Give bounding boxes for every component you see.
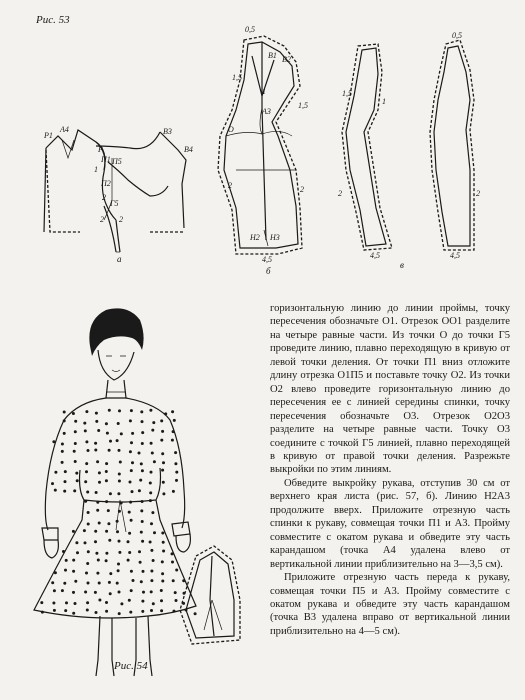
dress-dot [97,559,100,562]
dress-dot [194,612,197,615]
dress-dot [76,551,79,554]
dress-dot [84,500,87,503]
dress-dot [173,419,176,422]
dress-dot [51,581,54,584]
figure-53-caption: Рис. 53 [36,14,70,26]
dress-dot [117,569,120,572]
dress-dot [41,611,44,614]
dress-dot [130,441,133,444]
dress-dot [164,412,167,415]
dress-dot [142,570,145,573]
dress-dot [160,419,163,422]
dress-dot [153,460,156,463]
dress-dot [160,609,163,612]
dress-dot [119,461,122,464]
dress-dot [138,489,141,492]
dress-dot [128,511,131,514]
dress-dot [160,589,163,592]
dress-dot [106,432,109,435]
dress-dot [138,452,141,455]
dress-dot [84,480,87,483]
dress-dot [72,530,75,533]
dress-dot [149,491,152,494]
dress-dot [118,540,121,543]
dress-dot [175,569,178,572]
label-B2: В2 [282,55,291,64]
dress-dot [175,599,178,602]
dress-dot [61,443,64,446]
dress-dot [161,580,164,583]
label-2-v1: 2 [338,189,342,198]
dress-dot [150,579,153,582]
dress-dot [96,572,99,575]
paragraph-2: Обведите выкройку рукава, отступив 30 см от верхнего края листа (рис. 57, б). Линию Н2А3 продолжите вверх. Приложите отрезную часть спинки к рукаву, совмещая точки П1 и А3. Пройму совместите с окатом рукава и обведите эту часть карандашом (точка А4 удалена влево от вертикальной линии приблизительно на 3—3,5 см). [270,477,510,570]
dress-dot [94,540,97,543]
label-15-v: 1,5 [342,89,352,98]
dress-dot [141,469,144,472]
dress-dot [85,440,88,443]
dress-dot [108,449,111,452]
label-2a: 2 [102,193,106,202]
dress-dot [94,530,97,533]
dress-dot [53,589,56,592]
label-2-v2: 2 [476,189,480,198]
dress-dot [174,591,177,594]
dress-dot [150,570,153,573]
dress-dot [149,541,152,544]
dress-dot [129,450,132,453]
dress-dot [141,431,144,434]
dress-dot [139,479,142,482]
dress-dot [116,582,119,585]
dress-dot [107,522,110,525]
dress-dot [141,420,144,423]
label-O: О [228,125,234,134]
dress-dot [87,582,90,585]
dress-dot [86,601,89,604]
dress-dot [61,461,64,464]
dress-dot [86,609,89,612]
sublabel-a: а [117,254,122,264]
dress-dot [62,550,65,553]
dress-dot [64,470,67,473]
dress-dot [140,531,143,534]
label-P1-b: П1 [101,155,111,164]
dress-dot [105,530,108,533]
dress-dot [105,479,108,482]
dress-dot [109,440,112,443]
dress-dot [140,580,143,583]
dress-dot [162,550,165,553]
dress-dot [150,590,153,593]
label-2-b1: 2 [228,181,232,190]
dress-dot [152,602,155,605]
dress-dot [130,469,133,472]
dress-dot [109,572,112,575]
dress-dot [64,480,67,483]
dress-dot [105,500,108,503]
dress-dot [63,582,66,585]
sublabel-v: в [400,260,404,270]
dress-dot [95,491,98,494]
dress-dot [161,532,164,535]
dress-dot [74,420,77,423]
dress-dot [129,481,132,484]
dress-dot [94,442,97,445]
dress-dot [74,442,77,445]
dress-dot [117,422,120,425]
dress-dot [139,561,142,564]
dress-dot [74,460,77,463]
dress-dot [128,532,131,535]
dress-dot [98,522,101,525]
dress-dot [150,609,153,612]
dress-dot [76,479,79,482]
dress-dot [72,570,75,573]
dress-dot [172,579,175,582]
label-45-b: 4,5 [262,255,272,264]
dress-dot [118,510,121,513]
dress-dot [75,541,78,544]
label-B4: В4 [184,145,193,154]
dress-dot [105,559,108,562]
dress-dot [108,539,111,542]
dress-dot [74,430,77,433]
dress-dot [131,490,134,493]
dress-dot [98,471,101,474]
dress-dot [118,473,121,476]
dress-dot [85,572,88,575]
dress-dot [118,449,121,452]
dress-dot [116,520,119,523]
dress-dot [87,550,90,553]
dress-dot [151,511,154,514]
dress-dot [86,491,89,494]
dress-dot [86,562,89,565]
dress-dot [95,611,98,614]
dress-dot [175,471,178,474]
dress-dot [129,419,132,422]
dress-dot [150,522,153,525]
dress-dot [95,412,98,415]
dress-dot [85,410,88,413]
dress-dot [118,551,121,554]
dress-dot [65,559,68,562]
dress-dot [172,430,175,433]
dress-dot [141,442,144,445]
dress-dot [63,490,66,493]
dress-dot [131,432,134,435]
dress-dot [97,429,100,432]
dress-dot [61,589,64,592]
label-2c: 2 [119,215,123,224]
figure-53b-drawing [218,25,308,276]
dress-dot [162,541,165,544]
dress-dot [120,602,123,605]
dress-dot [129,611,132,614]
dress-dot [94,449,97,452]
label-1-b: 1 [262,87,266,96]
dress-dot [83,422,86,425]
dress-dot [174,451,177,454]
dress-dot [161,469,164,472]
dress-dot [61,450,64,453]
dress-dot [98,599,101,602]
dress-dot [149,499,152,502]
dress-dot [162,481,165,484]
dress-dot [96,501,99,504]
dress-dot [54,471,57,474]
label-H2: Н2 [250,233,260,242]
dress-dot [173,610,176,613]
dress-dot [140,462,143,465]
dress-dot [128,599,131,602]
label-05-b: 0,5 [245,25,255,34]
label-2-b2: 2 [300,185,304,194]
dress-dot [161,452,164,455]
dress-dot [161,430,164,433]
paragraph-3: Приложите отрезную часть переда к рукаву, совмещая точки П5 и А3. Пройму совместите с окатом рукава и обведите эту часть карандашом (точка В3 удалена вправо от вертикальной линии приблизительно на 4—5 см). [270,572,510,637]
dress-dot [151,429,154,432]
dress-dot [140,509,143,512]
dress-dot [116,530,119,533]
dress-dot [85,462,88,465]
dress-dot [72,591,75,594]
dress-dot [130,519,133,522]
dress-dot [118,480,121,483]
dress-dot [160,439,163,442]
dress-dot [130,409,133,412]
dress-dot [182,579,185,582]
dress-dot [98,582,101,585]
dress-dot [73,450,76,453]
dress-dot [105,470,108,473]
dress-dot [75,472,78,475]
dress-dot [151,452,154,455]
dress-dot [107,509,110,512]
dress-dot [105,422,108,425]
dress-dot [72,412,75,415]
dress-dot [84,429,87,432]
dress-dot [109,592,112,595]
label-15-b2: 1,5 [298,101,308,110]
dress-dot [171,439,174,442]
dress-dot [74,602,77,605]
dress-dot [65,601,68,604]
dress-dot [160,599,163,602]
dress-dot [87,511,90,514]
dress-dot [128,551,131,554]
dress-dot [118,612,121,615]
label-45-v2: 4,5 [450,251,460,260]
label-1a: 1 [94,165,98,174]
dress-dot [63,432,66,435]
dress-dot [95,420,98,423]
dress-dot [149,409,152,412]
dress-dot [64,609,67,612]
label-P1: Р1 [44,131,53,140]
label-H3: Н3 [270,233,280,242]
dress-dot [149,482,152,485]
instruction-text [270,302,510,638]
label-P: Р [98,145,103,154]
dress-dot [87,449,90,452]
dress-dot [52,440,55,443]
dress-dot [162,461,165,464]
sublabel-b: б [266,266,271,276]
dress-dot [174,462,177,465]
figure-54-illustration [34,308,197,676]
label-15-b1: 1,5 [232,73,242,82]
paragraph-1: горизонтальную линию до линии проймы, точку пересечения обозначьте О1. Отрезок ОО1 разделите на четыре равные части. Из точки О до точки Г5 проведите линию, плавно переходящую в кривую от левой точки деления. От точки П1 вниз отложите длину отрезка О1П5 и поставьте точку О2. Из точки О2 влево проведите горизонтальную линию до пересечения ее с линией середины спинки, точку пересечения обозначьте О3. Отрезок О2О3 разделите на четыре равные части. Точку О3 соедините с точкой Г5 линией, плавно переходящей в кривую от правой точки деления. Разрежьте выкройки по этим линиям. [270,303,510,476]
dress-dot [72,559,75,562]
label-1-v: 1 [382,97,386,106]
dress-dot [84,541,87,544]
dress-dot [118,591,121,594]
dress-dot [117,563,120,566]
dress-dot [162,492,165,495]
dress-dot [141,540,144,543]
dress-dot [141,520,144,523]
label-A3: А3 [262,107,271,116]
dress-dot [171,410,174,413]
dress-dot [116,439,119,442]
dress-dot [161,560,164,563]
dress-dot [108,581,111,584]
dress-dot [171,561,174,564]
figure-54-caption: Рис. 54 [114,660,148,672]
dress-dot [153,531,156,534]
dress-dot [52,602,55,605]
dress-dot [175,479,178,482]
label-B1: В1 [268,51,277,60]
dress-dot [96,509,99,512]
dress-dot [87,523,90,526]
dress-dot [132,579,135,582]
dress-dot [130,570,133,573]
label-P2: П2 [101,179,111,188]
dress-dot [54,571,57,574]
dress-dot [108,409,111,412]
dress-dot [63,419,66,422]
dress-dot [118,409,121,412]
dress-dot [161,572,164,575]
dress-dot [51,482,54,485]
dress-dot [127,559,130,562]
dress-dot [141,600,144,603]
dress-dot [150,471,153,474]
dress-dot [54,489,57,492]
dress-dot [105,601,108,604]
dress-dot [83,529,86,532]
dress-dot [127,540,130,543]
label-45-v1: 4,5 [370,251,380,260]
dress-dot [150,442,153,445]
dress-dot [105,552,108,555]
dress-dot [120,502,123,505]
dress-dots [40,409,196,616]
dress-dot [140,410,143,413]
dress-dot [85,470,88,473]
dress-dot [131,461,134,464]
dress-dot [64,569,67,572]
dress-dot [96,460,99,463]
dress-dot [171,552,174,555]
label-2b: 2 [100,215,104,224]
dress-dot [152,559,155,562]
dress-dot [129,501,132,504]
dress-dot [120,432,123,435]
label-A4: А4 [60,125,69,134]
label-B3: В3 [163,127,172,136]
dress-dot [84,591,87,594]
dress-dot [72,612,75,615]
dress-dot [94,591,97,594]
dress-dot [105,462,108,465]
dress-dot [150,549,153,552]
dress-dot [74,580,77,583]
dress-dot [141,500,144,503]
dress-dot [98,481,101,484]
dress-dot [141,610,144,613]
dress-dot [142,591,145,594]
figure-53a-drawing [43,125,193,264]
dress-dot [172,490,175,493]
dress-dot [130,589,133,592]
label-G5: Г5 [110,199,119,208]
dress-dot [73,489,76,492]
dress-dot [152,421,155,424]
label-05-v: 0,5 [452,31,462,40]
dress-dot [117,492,120,495]
figure-53v-drawing [338,31,480,270]
dress-dot [53,609,56,612]
dress-dot [138,550,141,553]
dress-dot [40,601,43,604]
dress-dot [63,411,66,414]
dress-dot [95,552,98,555]
label-P5: П5 [112,157,122,166]
figure-54-pattern [180,546,240,644]
dress-dot [109,492,112,495]
dress-dot [105,610,108,613]
